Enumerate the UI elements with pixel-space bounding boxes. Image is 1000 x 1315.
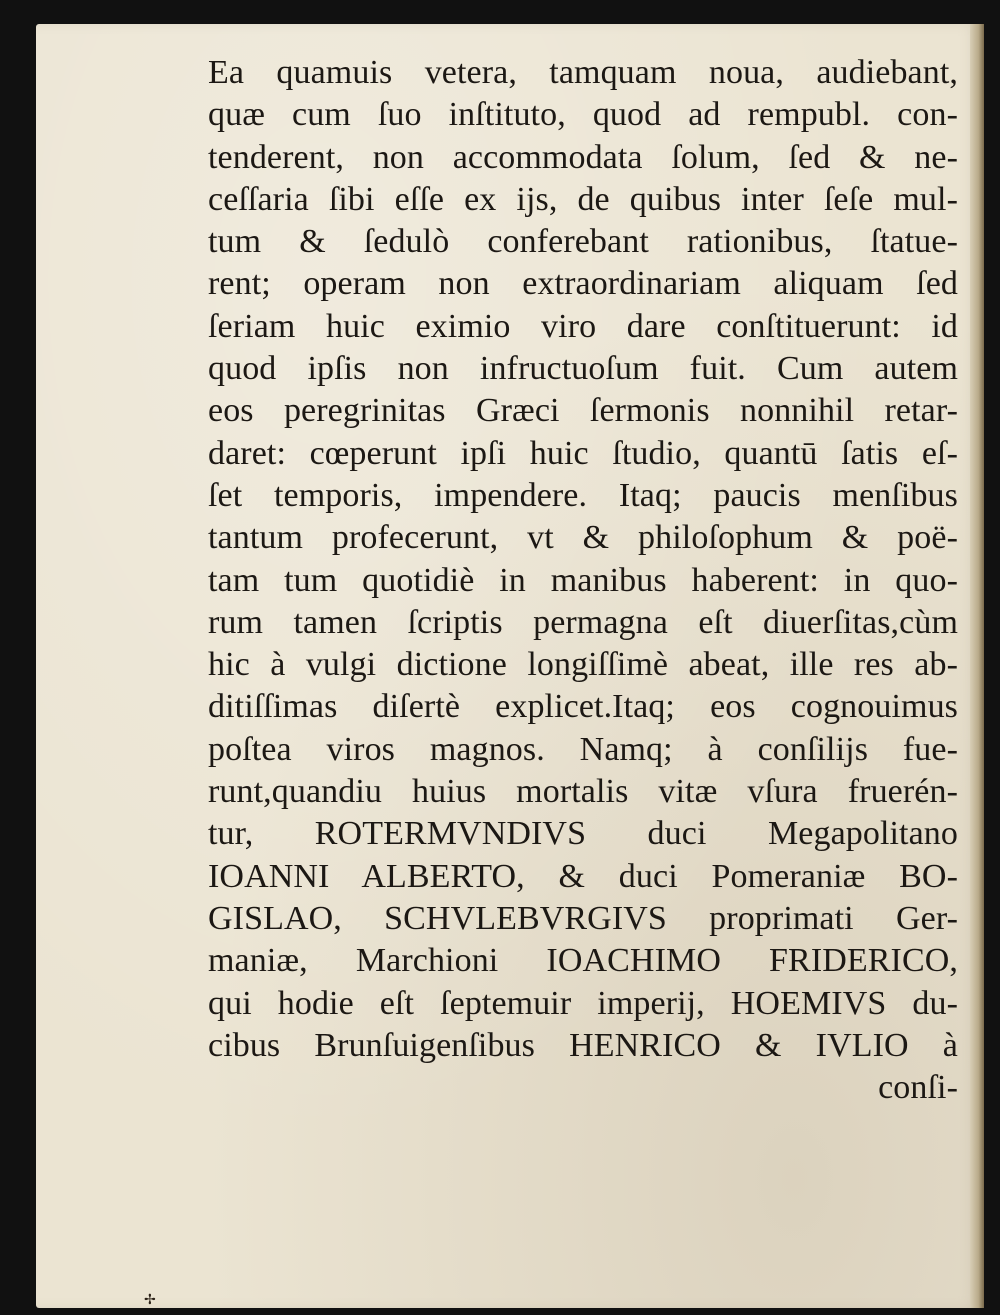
text-line-23: qui hodie eſt ſeptemuir imperij, HOEMIVS du- [208, 984, 958, 1022]
text-line-15: hic à vulgi dictione longiſſimè abeat, ille res ab- [208, 646, 958, 684]
text-line-17: poſtea viros magnos. Namq; à conſilijs fue- [208, 730, 958, 768]
text-line-14: rum tamen ſcriptis permagna eſt diuerſitas,cùm [208, 603, 958, 641]
text-line-13: tam tum quotidiè in manibus haberent: in quo- [208, 561, 958, 599]
text-line-16: ditiſſimas diſertè explicet.Itaq; eos cognouimus [208, 688, 958, 726]
text-line-20: IOANNI ALBERTO, & duci Pomeraniæ BO- [208, 857, 958, 895]
text-line-18: runt,quandiu huius mortalis vitæ vſura fruerén- [208, 773, 958, 811]
text-line-19: tur, ROTERMVNDIVS duci Megapolitano [208, 815, 958, 853]
text-line-24: cibus Brunſuigenſibus HENRICO & IVLIO à [208, 1026, 958, 1064]
text-line-5: tum & ſedulò conferebant rationibus, ſtatue- [208, 223, 958, 261]
text-line-10: daret: cœperunt ipſi huic ſtudio, quantū ſatis eſ- [208, 434, 958, 472]
text-line-3: tenderent, non accommodata ſolum, ſed & ne- [208, 138, 958, 176]
page-edge-shadow [970, 24, 984, 1308]
text-line-21: GISLAO, SCHVLEBVRGIVS proprimati Ger- [208, 899, 958, 937]
text-line-8: quod ipſis non infructuoſum fuit. Cum autem [208, 350, 958, 388]
text-line-2: quæ cum ſuo inſtituto, quod ad rempubl. con- [208, 96, 958, 134]
text-line-6: rent; operam non extraordinariam aliquam ſed [208, 265, 958, 303]
text-line-1: Ea quamuis vetera, tamquam noua, audiebant, [208, 54, 958, 91]
body-text [208, 52, 958, 1109]
printer-ornament-icon: ✢ [144, 1292, 156, 1308]
text-line-9: eos peregrinitas Græci ſermonis nonnihil retar- [208, 392, 958, 430]
book-page [36, 24, 984, 1308]
text-line-22: maniæ, Marchioni IOACHIMO FRIDERICO, [208, 942, 958, 980]
text-line-12: tantum profecerunt, vt & philoſophum & poë- [208, 519, 958, 557]
catchword: conſi- [878, 1069, 958, 1107]
text-line-7: ſeriam huic eximio viro dare conſtituerunt: id [208, 307, 958, 345]
text-line-11: ſet temporis, impendere. Itaq; paucis menſibus [208, 476, 958, 514]
text-line-4: ceſſaria ſibi eſſe ex ijs, de quibus inter ſeſe mul- [208, 180, 958, 218]
